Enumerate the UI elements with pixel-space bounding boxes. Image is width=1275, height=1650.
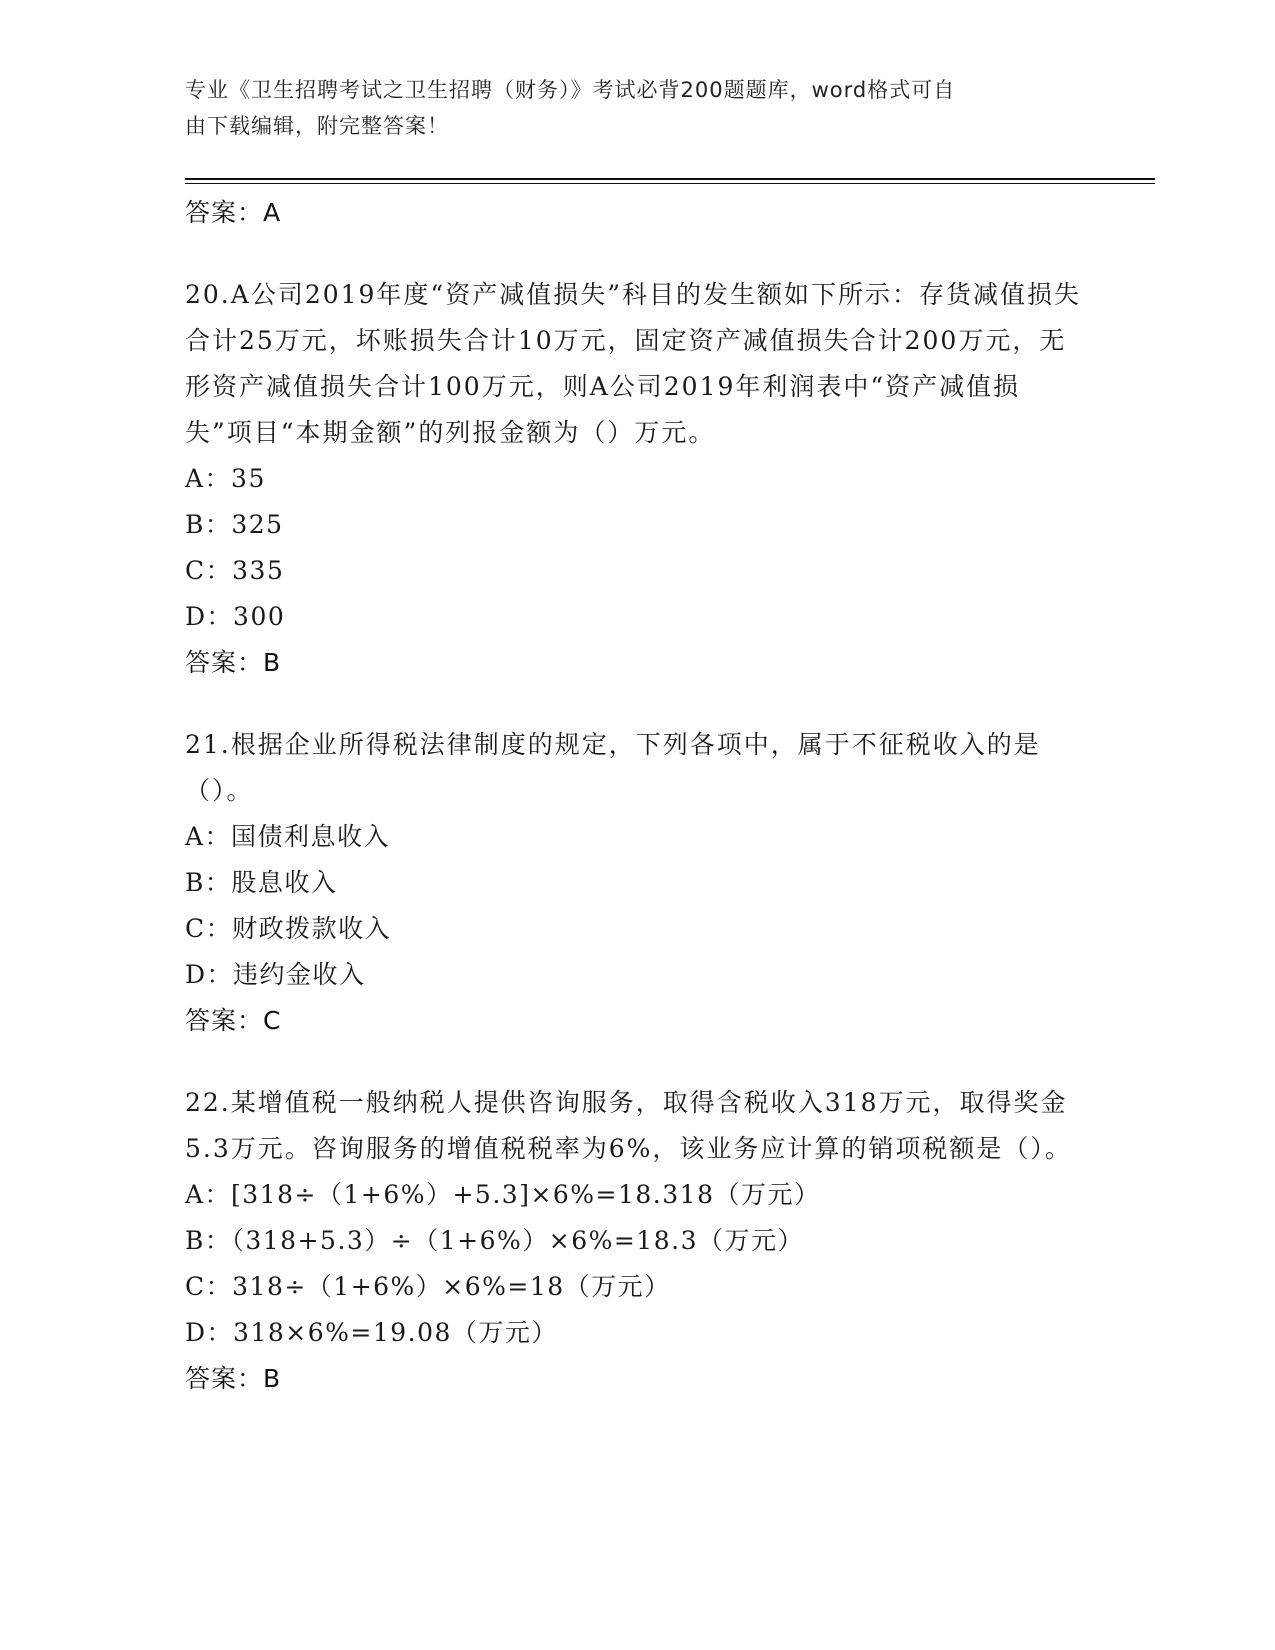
option-a: A：[318÷（1+6%）+5.3]×6%=18.318（万元） <box>185 1180 821 1209</box>
option-b: B：325 <box>185 510 284 539</box>
option-b: B：（318+5.3）÷（1+6%）×6%=18.3（万元） <box>185 1226 804 1255</box>
answer-line: 答案：B <box>185 648 282 677</box>
question-stem: 22.某增值税一般纳税人提供咨询服务，取得含税收入318万元，取得奖金5.3万元。咨询服务的增值税税率为6%，该业务应计算的销项税额是（）。 <box>185 1088 1072 1163</box>
question-stem: 21.根据企业所得税法律制度的规定，下列各项中，属于不征税收入的是（）。 <box>185 730 1041 805</box>
header-line-2: 由下载编辑，附完整答案！ <box>185 114 449 138</box>
question-block <box>185 272 1085 686</box>
option-c: C：335 <box>185 556 285 585</box>
option-a: A：35 <box>185 464 266 493</box>
header-line-1: 专业《卫生招聘考试之卫生招聘（财务）》考试必背200题题库，word格式可自 <box>185 78 956 102</box>
question-block <box>185 722 1085 1044</box>
option-d: D：318×6%=19.08（万元） <box>185 1318 558 1347</box>
header-divider-thin <box>185 183 1155 184</box>
question-stem: 20.A公司2019年度“资产减值损失”科目的发生额如下所示：存货减值损失合计25万元，坏账损失合计10万元，固定资产减值损失合计200万元，无形资产减值损失合计100万元，则A公司2019年利润表中“资产减值损失”项目“本期金额”的列报金额为（）万元。 <box>185 280 1081 447</box>
header-divider <box>185 178 1155 180</box>
document-body <box>185 190 1085 1402</box>
option-b: B：股息收入 <box>185 868 338 897</box>
answer-line: 答案：A <box>185 198 282 227</box>
option-c: C：318÷（1+6%）×6%=18（万元） <box>185 1272 671 1301</box>
option-c: C：财政拨款收入 <box>185 914 392 943</box>
option-d: D：300 <box>185 602 286 631</box>
option-d: D：违约金收入 <box>185 960 366 989</box>
answer-line: 答案：B <box>185 1364 282 1393</box>
document-header <box>185 72 1085 144</box>
question-block <box>185 1080 1085 1402</box>
option-a: A：国债利息收入 <box>185 822 391 851</box>
answer-line: 答案：C <box>185 1006 282 1035</box>
